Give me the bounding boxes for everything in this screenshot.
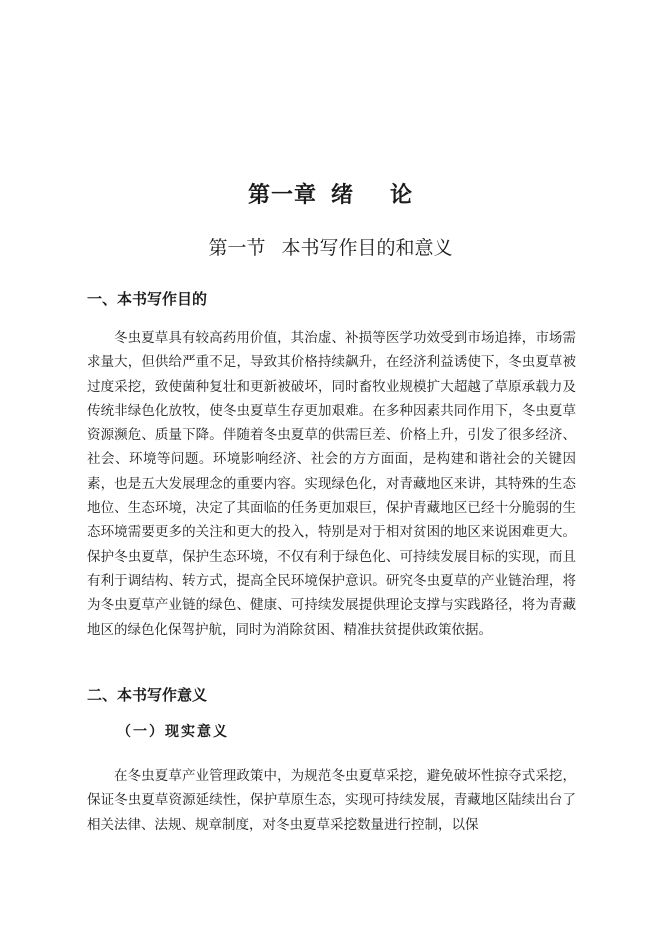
chapter-number: 第一章	[247, 182, 317, 208]
section-number: 第一节	[208, 237, 266, 259]
section-title-text: 本书写作目的和意义	[281, 237, 453, 259]
chapter-title-char-2: 论	[390, 182, 414, 208]
paragraph-practical-significance: 在冬虫夏草产业管理政策中，为规范冬虫夏草采挖，避免破坏性掠夺式采挖，保证冬虫夏草资源延续性，保护草原生态，实现可持续发展，青藏地区陆续出台了相关法律、法规、规章制度，对冬虫夏草采挖数量进行控制，以保	[87, 768, 576, 833]
chapter-title-char-1: 绪	[330, 182, 354, 208]
section-title	[0, 233, 661, 260]
paragraph-writing-purpose: 冬虫夏草具有较高药用价值，其治虚、补损等医学功效受到市场追捧，市场需求量大，但供给严重不足，导致其价格持续飙升，在经济利益诱使下，冬虫夏草被过度采挖，致使菌种复壮和更新被破坏，同时畜牧业规模扩大超越了草原承载力及传统非绿色化放牧，使冬虫夏草生存更加艰难。在多种因素共同作用下，冬虫夏草资源濒危、质量下降。伴随着冬虫夏草的供需巨差、价格上升，引发了很多经济、社会、环境等问题。环境影响经济、社会的方方面面，是构建和谐社会的关键因素，也是五大发展理念的重要内容。实现绿色化，对青藏地区来讲，其特殊的生态地位、生态环境，决定了其面临的任务更加艰巨，保护青藏地区已经十分脆弱的生态环境需要更多的关注和更大的投入，特别是对于相对贫困的地区来说困难更大。保护冬虫夏草，保护生态环境，不仅有利于绿色化、可持续发展目标的实现，而且有利于调结构、转方式，提高全民环境保护意识。研究冬虫夏草的产业链治理，将为冬虫夏草产业链的绿色、健康、可持续发展提供理论支撑与实践路径，将为青藏地区的绿色化保驾护航，同时为消除贫困、精准扶贫提供政策依据。	[87, 330, 576, 638]
sub-heading-practical-significance: （一）现实意义	[117, 724, 229, 740]
heading-writing-significance: 二、本书写作意义	[87, 686, 208, 704]
heading-writing-purpose: 一、本书写作目的	[87, 290, 208, 308]
chapter-title	[0, 178, 661, 209]
